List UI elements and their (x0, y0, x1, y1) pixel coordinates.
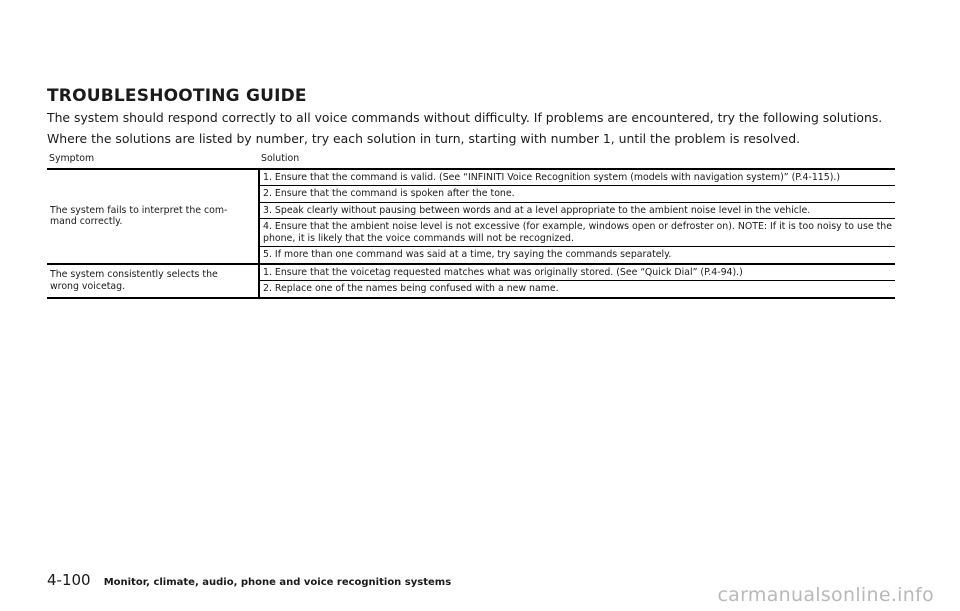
intro-paragraph-1: The system should respond correctly to all voice commands without difficulty. If problems are encountered, try the following solutions. (47, 110, 883, 125)
solution-cell: 5. If more than one command was said at a time, try saying the commands separately. (259, 247, 895, 264)
watermark-text: carmanualsonline.info (717, 584, 934, 606)
symptom-column-header: Symptom (47, 152, 259, 169)
intro-paragraph-2: Where the solutions are listed by number, try each solution in turn, starting with number 1, until the problem is resolved. (47, 131, 801, 146)
symptom-cell (47, 264, 259, 298)
solution-cell: 2. Replace one of the names being confused with a new name. (259, 281, 895, 298)
section-title: Monitor, climate, audio, phone and voice recognition systems (103, 577, 452, 588)
solution-cell: 1. Ensure that the command is valid. (See “INFINITI Voice Recognition system (models with navigation system)” (P.4-115).) (259, 169, 895, 186)
page-footer (47, 570, 451, 589)
solution-cell: 4. Ensure that the ambient noise level is not excessive (for example, windows open or defroster on). NOTE: If it is too noisy to use the phone, it is likely that the voice commands will not be recognized. (259, 219, 895, 247)
troubleshooting-table (47, 152, 895, 299)
symptom-text: The system consistently selects the wrong voicetag. (50, 269, 218, 292)
table-header-row (47, 152, 895, 169)
solution-cell: 1. Ensure that the voicetag requested matches what was originally stored. (See “Quick Dial” (P.4-94).) (259, 264, 895, 281)
symptom-text: The system fails to interpret the com- mand correctly. (50, 204, 228, 227)
intro-text (47, 107, 907, 149)
symptom-cell (47, 169, 259, 264)
table-row (47, 264, 895, 281)
table-row (47, 169, 895, 186)
solution-column-header: Solution (259, 152, 895, 169)
page-title: TROUBLESHOOTING GUIDE (47, 86, 307, 106)
solution-cell: 3. Speak clearly without pausing between words and at a level appropriate to the ambient noise level in the vehicle. (259, 202, 895, 219)
page-number: 4-100 (47, 571, 91, 589)
solution-cell: 2. Ensure that the command is spoken after the tone. (259, 186, 895, 203)
